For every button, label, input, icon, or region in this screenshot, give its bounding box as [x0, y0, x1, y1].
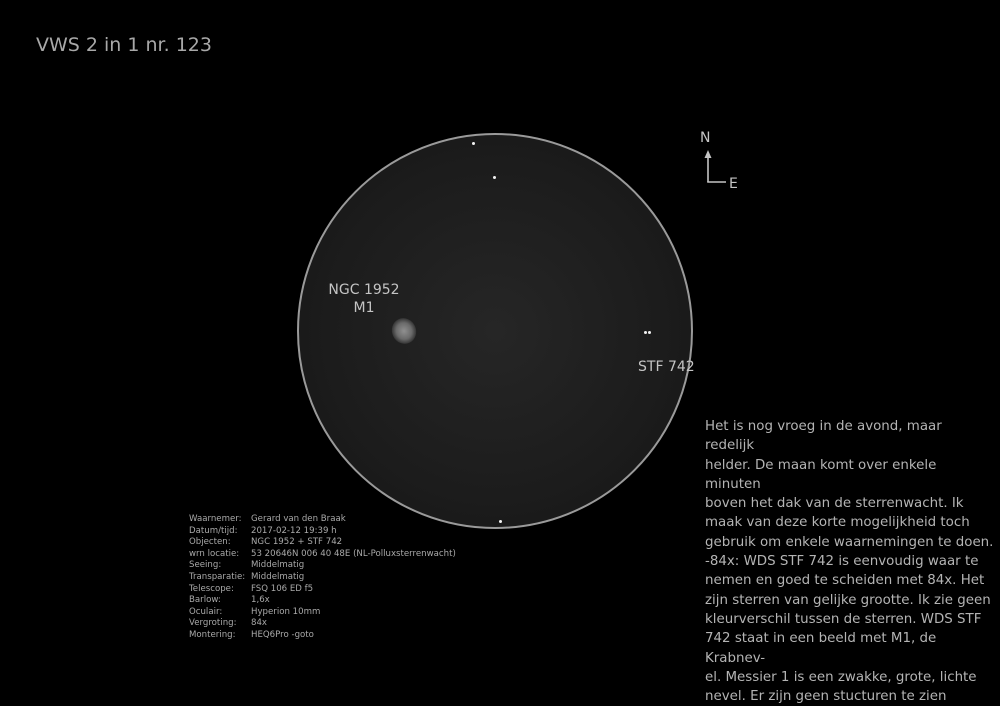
detail-key: Objecten: [189, 537, 231, 548]
detail-row [189, 560, 456, 572]
observation-details-table [189, 514, 456, 642]
compass-north-label: N [700, 130, 711, 146]
detail-key: Oculair: [189, 606, 223, 617]
detail-key: Transparatie: [189, 571, 246, 582]
nebula-label [326, 282, 402, 316]
observation-description: Het is nog vroeg in de avond, maar redelijk helder. De maan komt over enkele minuten boven het dak van de sterrenwacht. Ik maak van deze korte mogelijkheid toch gebruik om enkele waarnemingen te doen. -84x: WDS STF 742 is eenvoudig waar te nemen en goed te scheiden met 84x. Het zijn sterren van gelijke grootte. Ik zie geen kleurverschil tussen de sterren. WDS STF 742 staat in een beeld met M1, de Krabnev- el. Messier 1 is een zwakke, grote, lichte nevel. Er zijn geen stucturen te zien [705, 419, 994, 705]
nebula-label-line2: M1 [353, 300, 375, 316]
detail-value: Gerard van den Braak [251, 514, 346, 524]
star [493, 176, 496, 179]
compass-east-label: E [729, 176, 738, 192]
detail-row [189, 526, 456, 538]
detail-row [189, 630, 456, 642]
detail-key: Datum/tijd: [189, 525, 238, 536]
detail-row [189, 584, 456, 596]
detail-key: Vergroting: [189, 618, 237, 629]
double-star-label: STF 742 [638, 359, 695, 375]
double-star-component-a [644, 331, 647, 334]
detail-value: 2017-02-12 19:39 h [251, 525, 337, 536]
detail-key: Waarnemer: [189, 514, 242, 524]
detail-row [189, 549, 456, 561]
detail-value: NGC 1952 + STF 742 [251, 537, 343, 548]
detail-row [189, 607, 456, 619]
double-star-component-b [648, 331, 651, 334]
detail-value: HEQ6Pro -goto [251, 629, 314, 640]
detail-row [189, 514, 456, 526]
detail-value: Hyperion 10mm [251, 606, 321, 617]
detail-key: wrn locatie: [189, 548, 240, 559]
nebula-label-line1: NGC 1952 [328, 282, 400, 298]
detail-key: Seeing: [189, 560, 222, 571]
page-title: VWS 2 in 1 nr. 123 [36, 34, 212, 56]
compass-arrow-icon [700, 130, 730, 190]
star [472, 142, 475, 145]
detail-row [189, 618, 456, 630]
detail-value: 1,6x [251, 595, 270, 606]
detail-value: Middelmatig [251, 571, 305, 582]
detail-row [189, 572, 456, 584]
detail-row [189, 537, 456, 549]
detail-key: Telescope: [189, 583, 234, 594]
detail-key: Montering: [189, 629, 236, 640]
star [499, 520, 502, 523]
detail-row [189, 595, 456, 607]
detail-value: Middelmatig [251, 560, 305, 571]
detail-value: 84x [251, 618, 268, 629]
eyepiece-field-of-view [297, 133, 693, 529]
compass-indicator [700, 130, 750, 190]
detail-key: Barlow: [189, 595, 221, 606]
detail-value: 53 20646N 006 40 48E (NL-Polluxsterrenwacht) [251, 548, 456, 559]
detail-value: FSQ 106 ED f5 [251, 583, 314, 594]
